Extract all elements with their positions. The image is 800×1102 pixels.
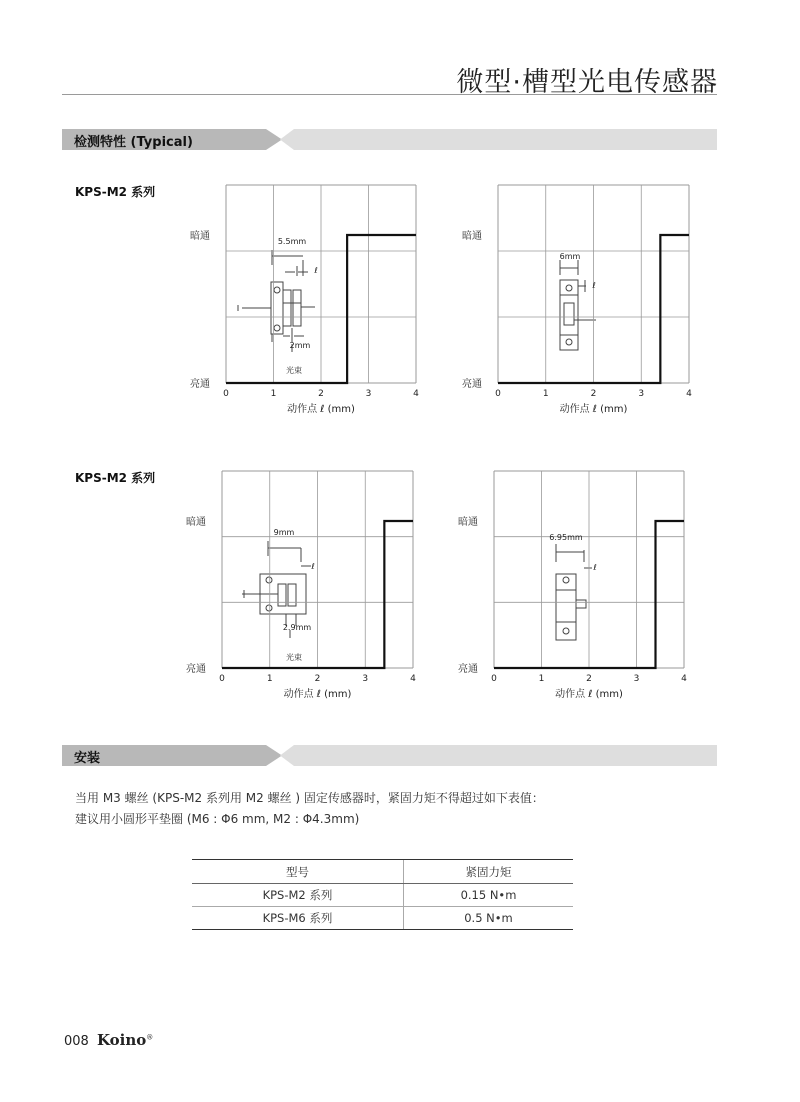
annotation-label: 9mm [273,528,295,537]
annotation-label: 光束 [286,653,302,662]
x-tick-label: 2 [314,674,321,684]
table-cell-torque: 0.5 N•m [404,907,574,930]
x-tick-label: 0 [219,674,225,684]
x-tick-label: 0 [223,389,229,399]
page-number: 008 [64,1034,89,1049]
chart-2 [450,180,700,424]
section-bar-graphic-2 [62,745,717,766]
table-header-torque: 紧固力矩 [404,860,574,884]
x-axis-label: 动作点 ℓ (mm) [287,404,355,415]
x-axis-label: 动作点 ℓ (mm) [559,404,628,415]
brand-logo: Koino [96,1031,147,1049]
x-tick-label: 2 [590,389,597,399]
x-axis-label: 动作点 ℓ (mm) [283,689,352,700]
x-tick-label: 4 [410,674,416,684]
table-cell-model: KPS-M2 系列 [192,884,404,907]
table-row [192,907,573,930]
table-cell-torque: 0.15 N•m [404,884,574,907]
table-header-row [192,860,573,884]
chart-3-svg [180,466,430,706]
chart-4-sensor-drawing [556,544,592,640]
chart-4 [450,466,700,710]
y-tick-label: 暗通 [458,517,478,528]
table-cell-model: KPS-M6 系列 [192,907,404,930]
x-tick-label: 4 [413,389,419,399]
registered-mark: ® [146,1033,154,1042]
x-tick-label: 4 [686,389,692,399]
x-axis-label: 动作点 ℓ (mm) [555,689,623,700]
install-note-line2: 建议用小圆形平垫圈 (M6 : Φ6 mm, M2 : Φ4.3mm) [75,812,360,826]
x-tick-label: 1 [270,389,277,399]
x-tick-label: 3 [638,389,645,399]
table-row [192,884,573,907]
x-tick-label: 1 [538,674,545,684]
y-tick-label: 亮通 [186,664,206,675]
x-tick-label: 0 [495,389,501,399]
footer [64,1031,153,1049]
x-tick-label: 3 [365,389,372,399]
section-bar-detection [62,129,717,150]
table-header-model: 型号 [192,860,404,884]
x-tick-label: 3 [633,674,640,684]
annotation-label: ℓ [592,281,596,290]
annotation-label: 2mm [289,341,311,350]
annotation-label: 2.9mm [282,623,312,632]
annotation-label: ℓ [593,563,597,572]
y-tick-label: 亮通 [190,379,210,390]
annotation-label: ℓ [314,266,318,275]
section-bar-install [62,745,717,766]
chart-1-svg [180,180,430,420]
x-tick-label: 3 [362,674,369,684]
y-tick-label: 暗通 [462,231,482,242]
y-tick-label: 暗通 [190,231,210,242]
x-tick-label: 0 [491,674,497,684]
chart-1 [180,180,430,424]
series-label-2: KPS-M2 系列 [75,471,156,485]
torque-table [192,859,573,930]
x-tick-label: 4 [681,674,687,684]
annotation-label: ℓ [311,562,315,571]
x-tick-label: 2 [586,674,592,684]
y-tick-label: 暗通 [186,517,206,528]
y-tick-label: 亮通 [462,379,482,390]
x-tick-label: 2 [318,389,324,399]
annotation-label: 6mm [559,252,581,261]
title-divider [62,94,717,95]
x-tick-label: 1 [266,674,273,684]
chart-1-sensor-drawing [238,250,318,352]
annotation-label: 光束 [286,366,302,375]
annotation-label: 6.95mm [549,533,583,542]
annotation-label: 5.5mm [277,237,307,246]
chart-2-sensor-drawing [560,260,596,350]
x-tick-label: 1 [542,389,549,399]
y-tick-label: 亮通 [458,664,478,675]
install-note-line1: 当用 M3 螺丝 (KPS-M2 系列用 M2 螺丝 ) 固定传感器时，紧固力矩不得超过如下表值： [75,791,544,805]
chart-4-svg [450,466,700,706]
section-title-install: 安装 [74,751,101,766]
section-title-detection: 检测特性 (Typical) [74,135,193,150]
chart-3 [180,466,430,710]
series-label-1: KPS-M2 系列 [75,185,156,199]
chart-2-svg [450,180,700,420]
page-title: 微型·槽型光电传感器 [456,67,718,98]
